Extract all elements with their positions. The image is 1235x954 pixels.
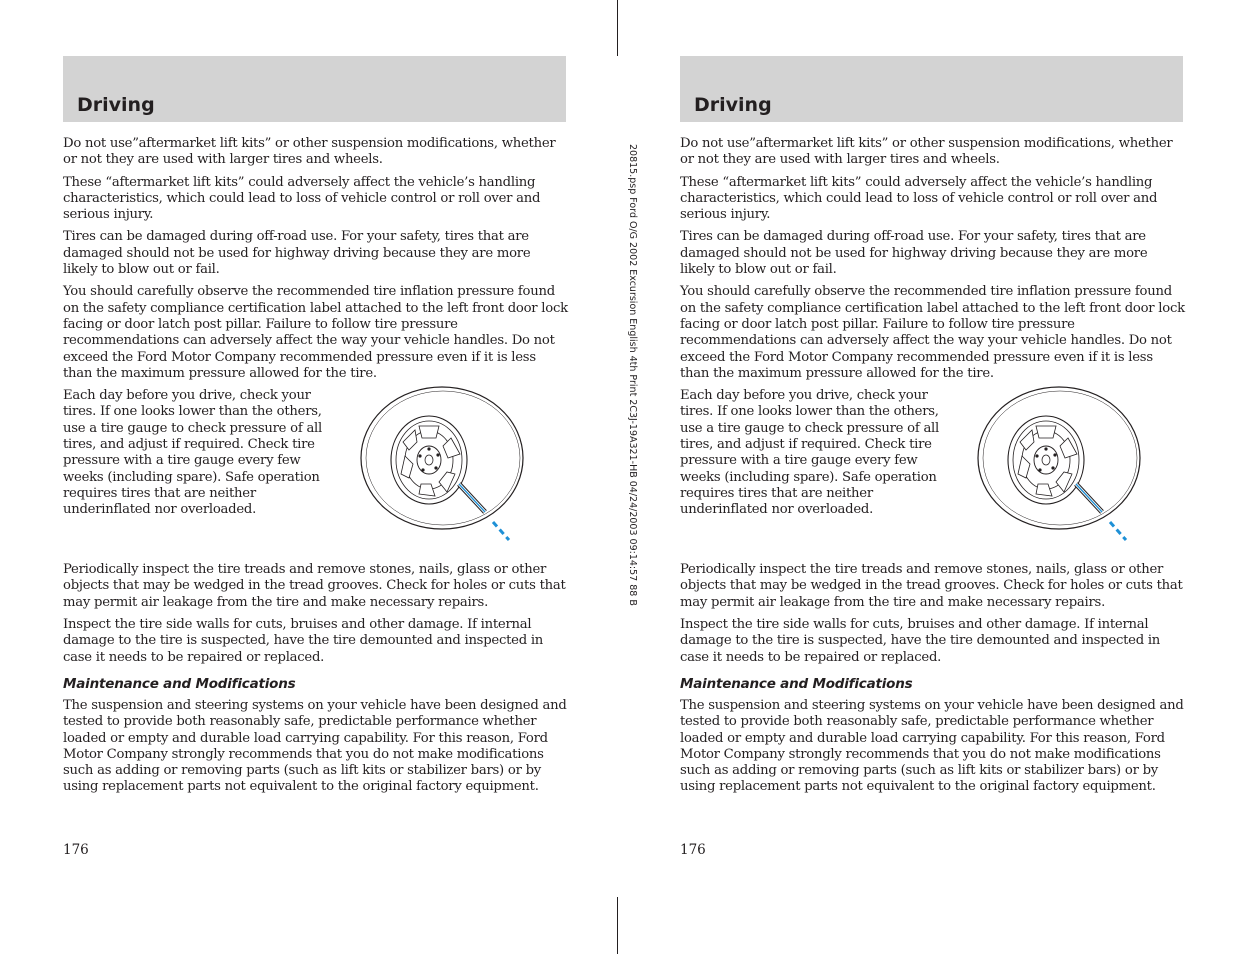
section-header-bar	[63, 56, 566, 122]
paragraph: The suspension and steering systems on your vehicle have been designed and tested to provide both reasonably safe, predictable performance whether loaded or empty and durable load carrying capability. For this reason, Ford Motor Company strongly recommends that you do not make modifications such as adding or removing parts (such as lift kits or stabilizer bars) or by using replacement parts not equivalent to the original factory equipment.	[63, 697, 567, 795]
paragraph: Tires can be damaged during off-road use. For your safety, tires that are damaged should not be used for highway driving because they are more likely to blow out or fail.	[63, 229, 531, 278]
paragraph: Periodically inspect the tire treads and remove stones, nails, glass or other objects that may be wedged in the tread grooves. Check for holes or cuts that may permit air leakage from the tire and make necessary repairs.	[63, 562, 566, 610]
section-header-bar	[680, 56, 1183, 122]
paragraph: Inspect the tire side walls for cuts, bruises and other damage. If internal damage to the tire is suspected, have the tire demounted and inspected in case it needs to be repaired or replaced.	[63, 617, 544, 665]
paragraph: Do not use”aftermarket lift kits” or other suspension modifications, whether or not they are used with larger tires and wheels.	[680, 136, 1173, 168]
paragraph: Periodically inspect the tire treads and remove stones, nails, glass or other objects that may be wedged in the tread grooves. Check for holes or cuts that may permit air leakage from the tire and make necessary repairs.	[680, 562, 1183, 610]
subheading: Maintenance and Modifications	[63, 675, 296, 692]
tire-gauge-illustration	[976, 382, 1146, 548]
tire-check-section	[680, 388, 1185, 562]
tire-check-text: Each day before you drive, check your tires. If one looks lower than the others, use a tire gauge to check pressure of all tires, and adjust if required. Check tire pressure with a tire gauge every few weeks (including spare). Safe operation requires tires that are neither underinflated nor overloaded.	[680, 388, 939, 518]
crop-mark-bottom	[617, 897, 618, 954]
tire-check-text: Each day before you drive, check your tires. If one looks lower than the others, use a tire gauge to check pressure of all tires, and adjust if required. Check tire pressure with a tire gauge every few weeks (including spare). Safe operation requires tires that are neither underinflated nor overloaded.	[63, 388, 322, 518]
paragraph: These “aftermarket lift kits” could adversely affect the vehicle’s handling characteristics, which could lead to loss of vehicle control or roll over and serious injury.	[63, 174, 541, 223]
tire-check-section	[63, 388, 568, 562]
paragraph: These “aftermarket lift kits” could adversely affect the vehicle’s handling characteristics, which could lead to loss of vehicle control or roll over and serious injury.	[680, 174, 1158, 223]
section-title: Driving	[694, 94, 772, 116]
paragraph: Tires can be damaged during off-road use. For your safety, tires that are damaged should not be used for highway driving because they are more likely to blow out or fail.	[680, 229, 1148, 278]
section-title: Driving	[77, 94, 155, 116]
paragraph: You should carefully observe the recommended tire inflation pressure found on the safety compliance certification label attached to the left front door lock facing or door latch post pillar. Failure to follow tire pressure recommendations can adversely affect the way your vehicle handles. Do not exceed the Ford Motor Company recommended pressure even if it is less than the maximum pressure allowed for the tire.	[63, 284, 568, 381]
tire-gauge-illustration	[359, 382, 529, 548]
paragraph: You should carefully observe the recommended tire inflation pressure found on the safety compliance certification label attached to the left front door lock facing or door latch post pillar. Failure to follow tire pressure recommendations can adversely affect the way your vehicle handles. Do not exceed the Ford Motor Company recommended pressure even if it is less than the maximum pressure allowed for the tire.	[680, 284, 1185, 381]
page-number: 176	[680, 842, 706, 858]
subheading: Maintenance and Modifications	[680, 675, 913, 692]
left-page	[63, 0, 568, 954]
print-slug: 20815.psp Ford O/G 2002 Excursion English 4th Print 2C3J-19A321-HB 04/24/2003 09:14:57 88 B	[627, 144, 638, 606]
page-number: 176	[63, 842, 89, 858]
crop-mark-top	[617, 0, 618, 56]
page-body	[680, 136, 1185, 802]
paragraph: The suspension and steering systems on your vehicle have been designed and tested to provide both reasonably safe, predictable performance whether loaded or empty and durable load carrying capability. For this reason, Ford Motor Company strongly recommends that you do not make modifications such as adding or removing parts (such as lift kits or stabilizer bars) or by using replacement parts not equivalent to the original factory equipment.	[680, 697, 1184, 795]
page-body	[63, 136, 568, 802]
paragraph: Inspect the tire side walls for cuts, bruises and other damage. If internal damage to the tire is suspected, have the tire demounted and inspected in case it needs to be repaired or replaced.	[680, 617, 1161, 665]
paragraph: Do not use”aftermarket lift kits” or other suspension modifications, whether or not they are used with larger tires and wheels.	[63, 136, 556, 168]
right-page	[680, 0, 1185, 954]
